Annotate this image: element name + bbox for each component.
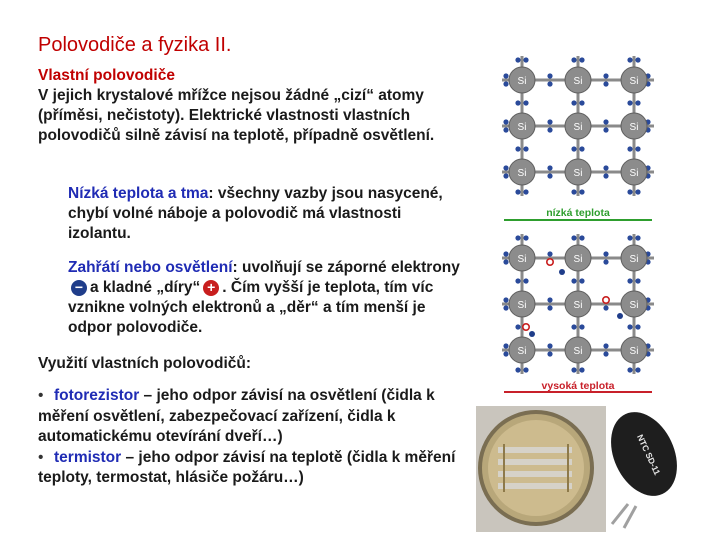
uses-list: [38, 386, 488, 489]
bond-electron: [503, 127, 508, 132]
bond-electron: [571, 367, 576, 372]
bond-electron: [571, 324, 576, 329]
bond-electron: [627, 189, 632, 194]
bond-electron: [515, 235, 520, 240]
si-atom-label: Si: [573, 168, 583, 179]
bond-electron: [627, 367, 632, 372]
bond-electron: [635, 235, 640, 240]
hole-icon: +: [203, 280, 219, 296]
heating-paragraph: [68, 258, 468, 338]
bond-electron: [503, 173, 508, 178]
bond-electron: [515, 324, 520, 329]
intro-paragraph: [38, 66, 468, 146]
bond-electron: [635, 57, 640, 62]
bond-electron: [547, 127, 552, 132]
bond-electron: [547, 343, 552, 348]
bond-electron: [603, 173, 608, 178]
si-atom-label: Si: [629, 122, 639, 133]
si-atom-label: Si: [573, 122, 583, 133]
bond-electron: [503, 305, 508, 310]
bond-electron: [547, 81, 552, 86]
bond-electron: [603, 73, 608, 78]
bond-electron: [503, 351, 508, 356]
bond-electron: [503, 165, 508, 170]
low-temp-term: Nízká teplota a tma: [68, 185, 209, 202]
bond-electron: [523, 235, 528, 240]
bond-electron: [503, 81, 508, 86]
bond-electron: [515, 146, 520, 151]
bond-electron: [635, 367, 640, 372]
bond-electron: [523, 367, 528, 372]
bond-electron: [603, 119, 608, 124]
uses-heading: Využití vlastních polovodičů:: [38, 355, 252, 372]
free-electron: [529, 331, 535, 337]
bond-electron: [603, 343, 608, 348]
bond-electron: [627, 324, 632, 329]
si-atom-label: Si: [517, 122, 527, 133]
si-atom-label: Si: [629, 346, 639, 357]
bond-electron: [523, 57, 528, 62]
bond-electron: [603, 165, 608, 170]
bond-electron: [571, 57, 576, 62]
bond-electron: [547, 351, 552, 356]
bond-electron: [635, 278, 640, 283]
bond-electron: [523, 146, 528, 151]
bond-electron: [603, 127, 608, 132]
bond-electron: [571, 189, 576, 194]
heating-term: Zahřátí nebo osvětlení: [68, 259, 233, 276]
intro-text: V jejich krystalové mřížce nejsou žádné „cizí“ atomy (příměsi, nečistoty). Elektrické vlastnosti vlastních polovodičů silně závisí na teplotě, případně osvětlení.: [38, 87, 435, 144]
bond-electron: [503, 259, 508, 264]
hole: [547, 259, 553, 265]
bond-electron: [523, 278, 528, 283]
photoresistor-text: – jeho odpor závisí na osvětlení (čidla k měření osvětlení, zabezpečovací zařízení, čidla k automatickému otevírání dveří…): [38, 387, 435, 445]
si-atom-label: Si: [629, 168, 639, 179]
bond-electron: [603, 259, 608, 264]
bond-electron: [635, 324, 640, 329]
bond-electron: [547, 305, 552, 310]
lattice-low-temperature: [502, 56, 654, 196]
lattice-high-temperature: [502, 234, 654, 374]
bond-electron: [547, 119, 552, 124]
thermistor-term: termistor: [54, 448, 122, 466]
low-temp-text: : všechny vazby jsou nasycené, chybí volné náboje a polovodič má vlastnosti izolantu.: [68, 185, 443, 242]
bond-electron: [603, 81, 608, 86]
si-atom-label: Si: [517, 300, 527, 311]
si-atom-label: Si: [517, 254, 527, 265]
bond-electron: [627, 146, 632, 151]
bond-electron: [635, 100, 640, 105]
si-atom-label: Si: [517, 168, 527, 179]
bond-electron: [571, 235, 576, 240]
bond-electron: [627, 278, 632, 283]
bond-electron: [515, 100, 520, 105]
free-electron: [617, 313, 623, 319]
si-atom-label: Si: [573, 76, 583, 87]
components-photo: [476, 406, 696, 534]
si-atom-label: Si: [573, 346, 583, 357]
bond-electron: [571, 146, 576, 151]
si-atom-label: Si: [517, 76, 527, 87]
si-atom-label: Si: [573, 254, 583, 265]
low-temp-paragraph: [68, 184, 468, 244]
bond-electron: [547, 297, 552, 302]
thermistor-marking: NTC SD-11: [635, 432, 663, 477]
bond-electron: [503, 73, 508, 78]
bond-electron: [579, 367, 584, 372]
si-atom-label: Si: [629, 254, 639, 265]
bond-electron: [523, 100, 528, 105]
bond-electron: [523, 189, 528, 194]
bond-electron: [635, 146, 640, 151]
bond-electron: [503, 251, 508, 256]
slide-title: Polovodiče a fyzika II.: [38, 34, 232, 56]
bond-electron: [579, 189, 584, 194]
bond-electron: [635, 189, 640, 194]
bond-electron: [579, 235, 584, 240]
heating-text-1: : uvolňují se záporné elektrony: [232, 259, 460, 276]
electron-icon: −: [71, 280, 87, 296]
bond-electron: [627, 57, 632, 62]
bullet-icon: •: [38, 387, 44, 404]
bond-electron: [571, 100, 576, 105]
bond-electron: [547, 73, 552, 78]
bond-electron: [547, 165, 552, 170]
bullet-icon: •: [38, 448, 44, 466]
bond-electron: [579, 100, 584, 105]
low-temp-label: nízká teplota: [546, 207, 610, 219]
si-atom-label: Si: [629, 76, 639, 87]
list-item: [38, 386, 488, 448]
bond-electron: [571, 278, 576, 283]
si-atom-label: Si: [517, 346, 527, 357]
thermistor-text: – jeho odpor závisí na teplotě (čidla k měření teploty, termostat, hlásiče požáru…): [38, 448, 456, 486]
bond-electron: [515, 278, 520, 283]
bond-electron: [515, 57, 520, 62]
si-atom-label: Si: [573, 300, 583, 311]
list-item: [38, 448, 488, 489]
bond-electron: [515, 189, 520, 194]
intro-heading: Vlastní polovodiče: [38, 67, 175, 84]
heating-text-2: a kladné „díry“: [90, 279, 201, 296]
bond-electron: [579, 57, 584, 62]
bond-electron: [579, 146, 584, 151]
bond-electron: [503, 343, 508, 348]
bond-electron: [579, 278, 584, 283]
bond-electron: [603, 351, 608, 356]
high-temp-label: vysoká teplota: [541, 380, 615, 392]
bond-electron: [515, 367, 520, 372]
photoresistor-term: fotorezistor: [54, 387, 140, 404]
bond-electron: [503, 119, 508, 124]
silicon-lattice-diagram: [502, 56, 654, 400]
hole: [603, 297, 609, 303]
bond-electron: [547, 251, 552, 256]
bond-electron: [627, 100, 632, 105]
bond-electron: [547, 173, 552, 178]
bond-electron: [603, 305, 608, 310]
bond-electron: [603, 251, 608, 256]
heating-text-3: . Čím vyšší je teplota, tím víc vznikne volných elektronů a „děr“ a tím menší je odpor polovodiče.: [68, 279, 434, 336]
si-atom-label: Si: [629, 300, 639, 311]
bond-electron: [503, 297, 508, 302]
free-electron: [559, 269, 565, 275]
bond-electron: [627, 235, 632, 240]
hole: [523, 324, 529, 330]
bond-electron: [579, 324, 584, 329]
